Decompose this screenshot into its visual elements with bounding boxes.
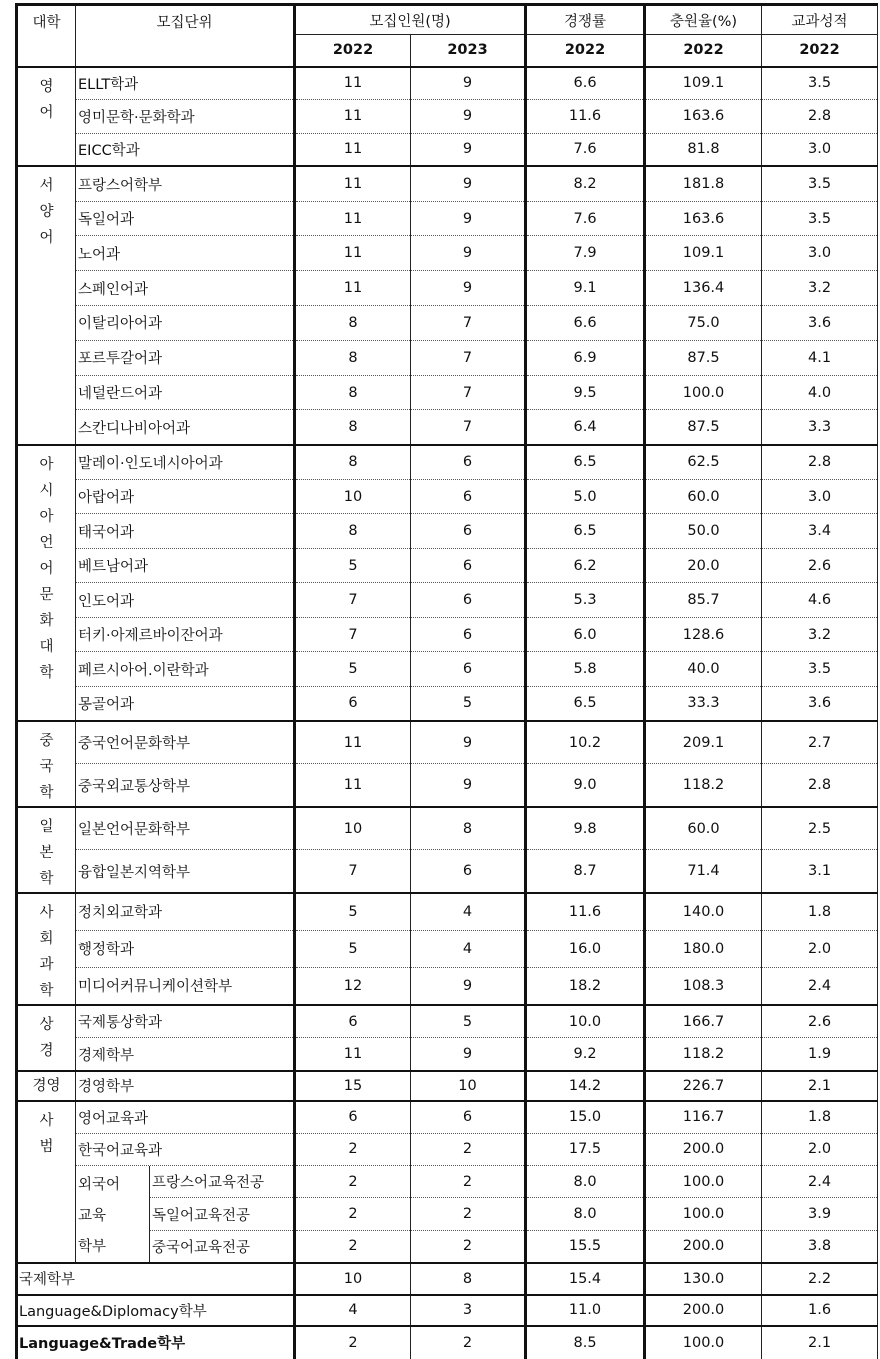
quota-2023: 6 [411, 583, 526, 618]
competition-2022: 10.0 [526, 1005, 645, 1038]
competition-2022: 6.6 [526, 67, 645, 100]
quota-2023: 4 [411, 930, 526, 967]
fill-rate-2022: 71.4 [645, 850, 762, 893]
grade-2022: 4.6 [762, 583, 878, 618]
fill-rate-2022: 108.3 [645, 967, 762, 1004]
quota-2022: 6 [295, 686, 411, 721]
competition-2022: 5.3 [526, 583, 645, 618]
college-name [17, 166, 76, 444]
fill-rate-2022: 33.3 [645, 686, 762, 721]
header-year-quota-2022: 2022 [295, 35, 411, 67]
competition-2022: 16.0 [526, 930, 645, 967]
fill-rate-2022: 109.1 [645, 236, 762, 271]
quota-2023: 9 [411, 100, 526, 133]
grade-2022: 3.8 [762, 1230, 878, 1262]
unit-name: 경제학부 [76, 1038, 295, 1071]
competition-2022: 6.4 [526, 410, 645, 445]
fill-rate-2022: 116.7 [645, 1101, 762, 1133]
unit-name: 아랍어과 [76, 479, 295, 514]
unit-name: 이탈리아어과 [76, 306, 295, 341]
fill-rate-2022: 50.0 [645, 514, 762, 549]
grade-2022: 2.6 [762, 1005, 878, 1038]
grade-2022: 2.7 [762, 721, 878, 764]
unit-name: EICC학과 [76, 133, 295, 166]
competition-2022: 9.8 [526, 807, 645, 850]
fill-rate-2022: 60.0 [645, 807, 762, 850]
quota-2023: 7 [411, 306, 526, 341]
unit-name: 터키·아제르바이잔어과 [76, 617, 295, 652]
fill-rate-2022: 180.0 [645, 930, 762, 967]
competition-2022: 5.8 [526, 652, 645, 687]
admissions-table [15, 3, 878, 1359]
table-row [17, 306, 878, 341]
quota-2023: 9 [411, 967, 526, 1004]
competition-2022: 9.0 [526, 764, 645, 807]
quota-2022: 7 [295, 617, 411, 652]
college-label: 아시아언어문화대학 [39, 456, 54, 681]
table-row [17, 548, 878, 583]
table-row [17, 1071, 878, 1101]
quota-2023: 7 [411, 410, 526, 445]
grade-2022: 3.3 [762, 410, 878, 445]
college-name [17, 807, 76, 893]
unit-name: Language&Trade학부 [17, 1326, 295, 1359]
table-row [17, 1101, 878, 1133]
grade-2022: 2.2 [762, 1263, 878, 1295]
quota-2023: 5 [411, 1005, 526, 1038]
competition-2022: 6.5 [526, 445, 645, 480]
fill-rate-2022: 109.1 [645, 67, 762, 100]
quota-2022: 10 [295, 807, 411, 850]
quota-2023: 8 [411, 1263, 526, 1295]
unit-name: 말레이·인도네시아어과 [76, 445, 295, 480]
fill-rate-2022: 166.7 [645, 1005, 762, 1038]
fill-rate-2022: 200.0 [645, 1230, 762, 1262]
grade-2022: 3.0 [762, 133, 878, 166]
quota-2022: 7 [295, 583, 411, 618]
grade-2022: 4.1 [762, 340, 878, 375]
grade-2022: 2.1 [762, 1071, 878, 1101]
header-grade: 교과성적 [762, 5, 878, 35]
table-row [17, 652, 878, 687]
grade-2022: 2.0 [762, 1133, 878, 1165]
table-row [17, 410, 878, 445]
table-row [17, 807, 878, 850]
unit-name: 페르시아어.이란학과 [76, 652, 295, 687]
quota-2022: 11 [295, 1038, 411, 1071]
header-unit: 모집단위 [76, 5, 295, 67]
quota-2023: 6 [411, 617, 526, 652]
competition-2022: 10.2 [526, 721, 645, 764]
table-row [17, 236, 878, 271]
college-label: 사범 [39, 1112, 54, 1155]
unit-name: 융합일본지역학부 [76, 850, 295, 893]
fill-rate-2022: 209.1 [645, 721, 762, 764]
college-label: 경영 [32, 1077, 61, 1094]
grade-2022: 1.9 [762, 1038, 878, 1071]
unit-name: 태국어과 [76, 514, 295, 549]
quota-2023: 9 [411, 67, 526, 100]
table-row [17, 721, 878, 764]
table-row [17, 166, 878, 201]
quota-2022: 5 [295, 548, 411, 583]
unit-name: 국제통상학과 [76, 1005, 295, 1038]
grade-2022: 3.2 [762, 271, 878, 306]
quota-2022: 8 [295, 514, 411, 549]
table-row [17, 67, 878, 100]
quota-2023: 2 [411, 1133, 526, 1165]
fill-rate-2022: 62.5 [645, 445, 762, 480]
college-label: 사회과학 [39, 904, 54, 999]
table-row [17, 340, 878, 375]
competition-2022: 7.9 [526, 236, 645, 271]
competition-2022: 8.0 [526, 1198, 645, 1230]
fill-rate-2022: 136.4 [645, 271, 762, 306]
table-row [17, 686, 878, 721]
college-name [17, 893, 76, 1005]
competition-2022: 6.0 [526, 617, 645, 652]
unit-name: 포르투갈어과 [76, 340, 295, 375]
quota-2023: 8 [411, 807, 526, 850]
quota-2022: 8 [295, 375, 411, 410]
header-competition: 경쟁률 [526, 5, 645, 35]
quota-2022: 8 [295, 306, 411, 341]
competition-2022: 6.5 [526, 686, 645, 721]
header-quota: 모집인원(명) [295, 5, 526, 35]
unit-name: 정치외교학과 [76, 893, 295, 930]
quota-2023: 2 [411, 1198, 526, 1230]
grade-2022: 2.6 [762, 548, 878, 583]
quota-2022: 11 [295, 166, 411, 201]
quota-2023: 2 [411, 1166, 526, 1198]
college-label: 서양어 [39, 178, 54, 247]
fill-rate-2022: 200.0 [645, 1295, 762, 1326]
unit-name: 프랑스어학부 [76, 166, 295, 201]
college-name [17, 1101, 76, 1263]
competition-2022: 11.6 [526, 100, 645, 133]
grade-2022: 3.0 [762, 479, 878, 514]
table-row [17, 893, 878, 930]
unit-name: 스페인어과 [76, 271, 295, 306]
unit-name: 베트남어과 [76, 548, 295, 583]
quota-2023: 6 [411, 1101, 526, 1133]
competition-2022: 15.4 [526, 1263, 645, 1295]
fill-rate-2022: 163.6 [645, 201, 762, 236]
competition-2022: 5.0 [526, 479, 645, 514]
quota-2022: 15 [295, 1071, 411, 1101]
unit-name: Language&Diplomacy학부 [17, 1295, 295, 1326]
fill-rate-2022: 85.7 [645, 583, 762, 618]
fill-rate-2022: 118.2 [645, 764, 762, 807]
quota-2023: 9 [411, 133, 526, 166]
fill-rate-2022: 20.0 [645, 548, 762, 583]
grade-2022: 2.0 [762, 930, 878, 967]
fill-rate-2022: 87.5 [645, 410, 762, 445]
competition-2022: 6.5 [526, 514, 645, 549]
competition-2022: 8.2 [526, 166, 645, 201]
unit-name: 경영학부 [76, 1071, 295, 1101]
header-year-fill-rate: 2022 [645, 35, 762, 67]
grade-2022: 3.5 [762, 166, 878, 201]
quota-2022: 10 [295, 479, 411, 514]
table-row [17, 1295, 878, 1326]
fill-rate-2022: 100.0 [645, 1326, 762, 1359]
table-row [17, 201, 878, 236]
table-row [17, 1038, 878, 1071]
college-name [17, 1005, 76, 1071]
unit-name: 일본언어문화학부 [76, 807, 295, 850]
unit-name: 미디어커뮤니케이션학부 [76, 967, 295, 1004]
table-row [17, 445, 878, 480]
quota-2022: 5 [295, 930, 411, 967]
competition-2022: 6.6 [526, 306, 645, 341]
header-year-grade: 2022 [762, 35, 878, 67]
fill-rate-2022: 87.5 [645, 340, 762, 375]
competition-2022: 8.5 [526, 1326, 645, 1359]
quota-2022: 11 [295, 100, 411, 133]
grade-2022: 2.8 [762, 100, 878, 133]
quota-2022: 8 [295, 445, 411, 480]
table-row [17, 514, 878, 549]
quota-2022: 6 [295, 1005, 411, 1038]
competition-2022: 17.5 [526, 1133, 645, 1165]
quota-2022: 7 [295, 850, 411, 893]
quota-2022: 2 [295, 1230, 411, 1262]
grade-2022: 3.6 [762, 686, 878, 721]
competition-2022: 9.2 [526, 1038, 645, 1071]
unit-name: 국제학부 [17, 1263, 295, 1295]
grade-2022: 2.4 [762, 967, 878, 1004]
unit-name: 한국어교육과 [76, 1133, 295, 1165]
table-row [17, 850, 878, 893]
table-row [17, 100, 878, 133]
unit-name: 몽골어과 [76, 686, 295, 721]
fill-rate-2022: 226.7 [645, 1071, 762, 1101]
table-row [17, 1198, 878, 1230]
fill-rate-2022: 81.8 [645, 133, 762, 166]
table-row [17, 133, 878, 166]
quota-2022: 8 [295, 340, 411, 375]
unit-name: 영미문학·문화학과 [76, 100, 295, 133]
grade-2022: 2.8 [762, 764, 878, 807]
unit-name: 네덜란드어과 [76, 375, 295, 410]
competition-2022: 9.5 [526, 375, 645, 410]
competition-2022: 8.0 [526, 1166, 645, 1198]
unit-name: 영어교육과 [76, 1101, 295, 1133]
quota-2023: 9 [411, 271, 526, 306]
competition-2022: 11.6 [526, 893, 645, 930]
fill-rate-2022: 100.0 [645, 1166, 762, 1198]
quota-2023: 9 [411, 201, 526, 236]
quota-2022: 11 [295, 67, 411, 100]
competition-2022: 11.0 [526, 1295, 645, 1326]
unit-name: ELLT학과 [76, 67, 295, 100]
fill-rate-2022: 181.8 [645, 166, 762, 201]
quota-2023: 3 [411, 1295, 526, 1326]
subgroup-label [76, 1166, 150, 1256]
competition-2022: 15.0 [526, 1101, 645, 1133]
quota-2023: 9 [411, 721, 526, 764]
college-label: 영어 [39, 78, 54, 121]
grade-2022: 3.2 [762, 617, 878, 652]
competition-2022: 6.9 [526, 340, 645, 375]
grade-2022: 1.6 [762, 1295, 878, 1326]
table-row [17, 583, 878, 618]
quota-2022: 5 [295, 893, 411, 930]
competition-2022: 7.6 [526, 201, 645, 236]
quota-2022: 8 [295, 410, 411, 445]
grade-2022: 4.0 [762, 375, 878, 410]
quota-2023: 6 [411, 445, 526, 480]
quota-2022: 4 [295, 1295, 411, 1326]
competition-2022: 18.2 [526, 967, 645, 1004]
quota-2023: 9 [411, 1038, 526, 1071]
competition-2022: 14.2 [526, 1071, 645, 1101]
grade-2022: 3.5 [762, 201, 878, 236]
quota-2023: 2 [411, 1230, 526, 1262]
quota-2022: 11 [295, 133, 411, 166]
unit-name: 독일어과 [76, 201, 295, 236]
quota-2023: 6 [411, 514, 526, 549]
table-row [17, 1005, 878, 1038]
table-row [17, 1326, 878, 1359]
competition-2022: 15.5 [526, 1230, 645, 1262]
fill-rate-2022: 128.6 [645, 617, 762, 652]
quota-2023: 9 [411, 236, 526, 271]
table-row [17, 1133, 878, 1165]
header-year-competition: 2022 [526, 35, 645, 67]
grade-2022: 2.1 [762, 1326, 878, 1359]
unit-name: 중국외교통상학부 [76, 764, 295, 807]
fill-rate-2022: 100.0 [645, 375, 762, 410]
table-row [17, 479, 878, 514]
quota-2022: 6 [295, 1101, 411, 1133]
fill-rate-2022: 200.0 [645, 1133, 762, 1165]
subgroup-name [78, 1170, 128, 1263]
quota-2022: 2 [295, 1166, 411, 1198]
quota-2023: 6 [411, 548, 526, 583]
unit-name: 노어과 [76, 236, 295, 271]
header-college: 대학 [17, 5, 76, 67]
grade-2022: 3.6 [762, 306, 878, 341]
quota-2022: 2 [295, 1133, 411, 1165]
grade-2022: 3.5 [762, 652, 878, 687]
fill-rate-2022: 100.0 [645, 1198, 762, 1230]
competition-2022: 9.1 [526, 271, 645, 306]
grade-2022: 3.0 [762, 236, 878, 271]
table-row [17, 764, 878, 807]
quota-2022: 12 [295, 967, 411, 1004]
quota-2022: 2 [295, 1198, 411, 1230]
quota-2022: 2 [295, 1326, 411, 1359]
unit-name: 인도어과 [76, 583, 295, 618]
table-row [17, 271, 878, 306]
unit-name: 스칸디나비아어과 [76, 410, 295, 445]
quota-2023: 5 [411, 686, 526, 721]
table-body [17, 67, 878, 1359]
grade-2022: 2.8 [762, 445, 878, 480]
grade-2022: 3.1 [762, 850, 878, 893]
fill-rate-2022: 130.0 [645, 1263, 762, 1295]
quota-2023: 6 [411, 479, 526, 514]
quota-2022: 11 [295, 236, 411, 271]
grade-2022: 2.5 [762, 807, 878, 850]
fill-rate-2022: 163.6 [645, 100, 762, 133]
quota-2023: 6 [411, 652, 526, 687]
quota-2023: 9 [411, 166, 526, 201]
table-row [17, 617, 878, 652]
major-name: 중국어교육전공 [152, 1239, 251, 1256]
unit-name: 중국언어문화학부 [76, 721, 295, 764]
table-row [17, 967, 878, 1004]
quota-2022: 11 [295, 271, 411, 306]
fill-rate-2022: 75.0 [645, 306, 762, 341]
major-name: 프랑스어교육전공 [152, 1175, 265, 1192]
quota-2023: 7 [411, 375, 526, 410]
table-row [17, 1263, 878, 1295]
quota-2022: 11 [295, 764, 411, 807]
quota-2022: 10 [295, 1263, 411, 1295]
quota-2023: 2 [411, 1326, 526, 1359]
quota-2022: 11 [295, 721, 411, 764]
competition-2022: 8.7 [526, 850, 645, 893]
grade-2022: 3.4 [762, 514, 878, 549]
table-row [17, 375, 878, 410]
fill-rate-2022: 118.2 [645, 1038, 762, 1071]
fill-rate-2022: 60.0 [645, 479, 762, 514]
college-name [17, 445, 76, 721]
fill-rate-2022: 40.0 [645, 652, 762, 687]
grade-2022: 2.4 [762, 1166, 878, 1198]
fill-rate-2022: 140.0 [645, 893, 762, 930]
table-row [17, 1230, 878, 1262]
college-label: 중국학 [39, 732, 54, 801]
competition-2022: 7.6 [526, 133, 645, 166]
major-name: 독일어교육전공 [152, 1207, 251, 1224]
quota-2023: 10 [411, 1071, 526, 1101]
quota-2023: 6 [411, 850, 526, 893]
table-row [17, 1166, 878, 1198]
grade-2022: 3.9 [762, 1198, 878, 1230]
quota-2023: 4 [411, 893, 526, 930]
quota-2023: 7 [411, 340, 526, 375]
unit-name: 행정학과 [76, 930, 295, 967]
college-name [17, 721, 76, 807]
grade-2022: 1.8 [762, 893, 878, 930]
subgroup-name-line: 학부 [78, 1239, 107, 1256]
college-label: 상경 [39, 1016, 54, 1059]
college-name [17, 67, 76, 167]
college-label: 일본학 [39, 818, 54, 887]
header-fill-rate: 충원율(%) [645, 5, 762, 35]
quota-2022: 11 [295, 201, 411, 236]
grade-2022: 1.8 [762, 1101, 878, 1133]
header-year-quota-2023: 2023 [411, 35, 526, 67]
subgroup-name-line: 외국어 [78, 1177, 121, 1194]
quota-2023: 9 [411, 764, 526, 807]
college-name [17, 1071, 76, 1101]
table-row [17, 930, 878, 967]
quota-2022: 5 [295, 652, 411, 687]
subgroup-name-line: 교육 [78, 1208, 107, 1225]
competition-2022: 6.2 [526, 548, 645, 583]
grade-2022: 3.5 [762, 67, 878, 100]
